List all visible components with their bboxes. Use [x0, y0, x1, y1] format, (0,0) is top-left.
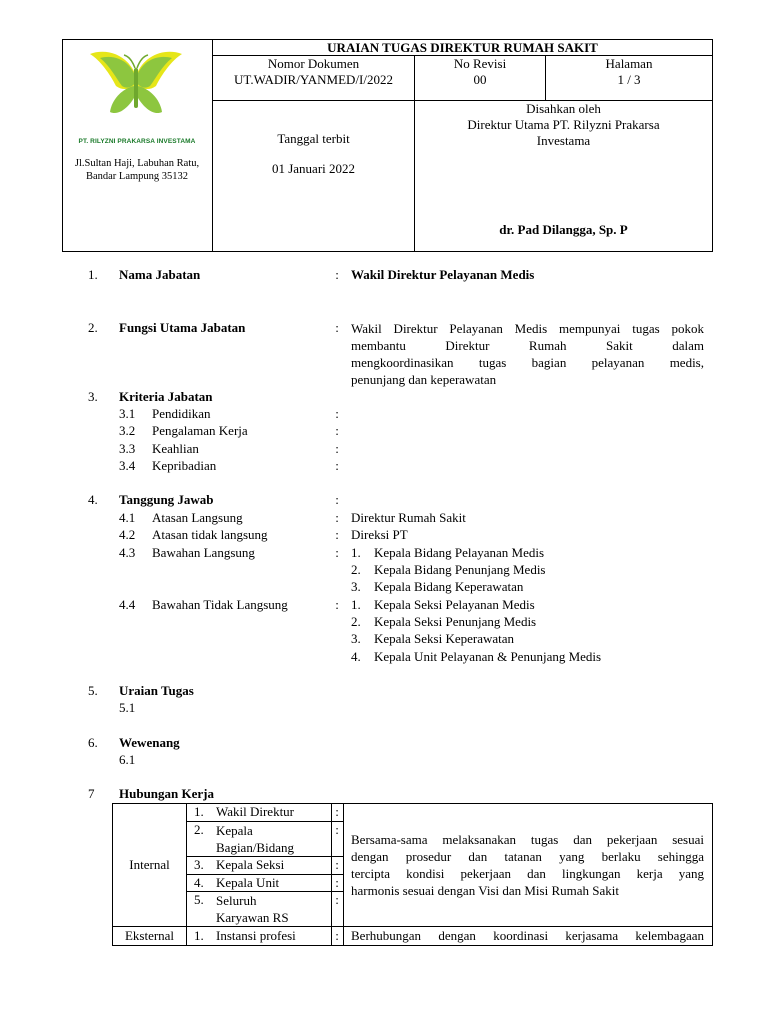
- list-item: Kepala Seksi Pelayanan Medis: [374, 597, 535, 612]
- list-item-num: 3.: [351, 631, 361, 646]
- colon: :: [335, 406, 339, 421]
- main-function-line-2: membantu Direktur Rumah Sakit dalam: [351, 338, 704, 353]
- colon: :: [335, 875, 339, 890]
- position-name: Wakil Direktur Pelayanan Medis: [351, 267, 535, 282]
- section-6-sub: 6.1: [119, 752, 136, 767]
- criteria-item-label: Kepribadian: [152, 458, 217, 473]
- section-6-num: 6.: [88, 735, 98, 750]
- company-name: PT. RILYZNI PRAKARSA INVESTAMA: [78, 138, 196, 145]
- criteria-item-num: 3.3: [119, 441, 136, 456]
- relation-row-label: [216, 822, 294, 856]
- criteria-item-num: 3.2: [119, 423, 136, 438]
- section-4-label: Tanggung Jawab: [119, 492, 214, 507]
- approved-by-line-2: Investama: [536, 133, 591, 148]
- colon: :: [335, 423, 339, 438]
- doc-number-label: Nomor Dokumen: [267, 56, 360, 71]
- colon: :: [335, 928, 339, 943]
- responsibility-item-label: Bawahan Langsung: [152, 545, 255, 560]
- approved-by-line-1: Direktur Utama PT. Rilyzni Prakarsa: [467, 117, 660, 132]
- colon: :: [335, 458, 339, 473]
- list-item-num: 2.: [351, 614, 361, 629]
- section-3-label: Kriteria Jabatan: [119, 389, 213, 404]
- relation-row-line-2: Karyawan RS: [216, 910, 289, 925]
- main-function-line-1: Wakil Direktur Pelayanan Medis mempunyai tugas pokok: [351, 321, 704, 336]
- list-item: Kepala Bidang Penunjang Medis: [374, 562, 546, 577]
- internal-desc-line-4: harmonis sesuai dengan Visi dan Misi Rumah Sakit: [351, 883, 619, 898]
- section-7-label: Hubungan Kerja: [119, 786, 214, 801]
- section-4-num: 4.: [88, 492, 98, 507]
- main-function-text: [351, 320, 704, 388]
- colon: :: [335, 545, 339, 560]
- list-item-num: 1.: [351, 545, 361, 560]
- criteria-item-label: Keahlian: [152, 441, 199, 456]
- external-label: Eksternal: [124, 928, 175, 943]
- main-function-line-3: mengkoordinasikan tugas bagian pelayanan medis,: [351, 355, 704, 370]
- doc-number-value: UT.WADIR/YANMED/I/2022: [234, 72, 393, 87]
- colon: :: [335, 267, 339, 282]
- page-value: 1 / 3: [617, 72, 641, 87]
- colon: :: [335, 492, 339, 507]
- list-item-num: 4.: [351, 649, 361, 664]
- criteria-item-num: 3.4: [119, 458, 136, 473]
- relation-row-line-1: Kepala: [216, 823, 253, 838]
- revision-label: No Revisi: [453, 56, 507, 71]
- relation-row-num: 2.: [194, 822, 204, 837]
- criteria-item-num: 3.1: [119, 406, 136, 421]
- revision-value: 00: [473, 72, 487, 87]
- colon: :: [335, 527, 339, 542]
- page-cell: [546, 56, 712, 88]
- main-function-line-4: penunjang dan keperawatan: [351, 372, 497, 387]
- relation-row-label: [216, 892, 289, 926]
- responsibility-item-num: 4.1: [119, 510, 136, 525]
- relation-row-num: 1.: [194, 804, 204, 819]
- internal-desc-line-2: dengan prosedur dan tatanan yang berlaku sehingga: [351, 849, 704, 864]
- colon: :: [335, 892, 339, 907]
- issued-label: Tanggal terbit: [277, 131, 350, 146]
- approved-label: Disahkan oleh: [526, 101, 601, 116]
- issued-date: 01 Januari 2022: [271, 161, 356, 176]
- section-2-label: Fungsi Utama Jabatan: [119, 320, 246, 335]
- page-label: Halaman: [605, 56, 653, 71]
- doc-number-cell: [213, 56, 414, 88]
- responsibility-item-label: Atasan tidak langsung: [152, 527, 268, 542]
- responsibility-item-label: Bawahan Tidak Langsung: [152, 597, 288, 612]
- section-5-sub: 5.1: [119, 700, 136, 715]
- section-1-num: 1.: [88, 267, 98, 282]
- section-7-num: 7: [88, 786, 95, 801]
- list-item-num: 1.: [351, 597, 361, 612]
- external-description: Berhubungan dengan koordinasi kerjasama kelembagaan: [351, 928, 704, 943]
- colon: :: [335, 441, 339, 456]
- section-5-label: Uraian Tugas: [119, 683, 194, 698]
- responsibility-item-num: 4.2: [119, 527, 136, 542]
- relation-row-num: 5.: [194, 892, 204, 907]
- section-5-num: 5.: [88, 683, 98, 698]
- revision-cell: [415, 56, 545, 88]
- relation-row-label: Kepala Seksi: [216, 857, 285, 872]
- list-item: Kepala Bidang Keperawatan: [374, 579, 524, 594]
- colon: :: [335, 822, 339, 837]
- section-2-num: 2.: [88, 320, 98, 335]
- section-3-num: 3.: [88, 389, 98, 404]
- approval-cell: [415, 101, 712, 149]
- internal-label: Internal: [129, 857, 170, 872]
- relation-row-line-1: Seluruh: [216, 893, 257, 908]
- internal-desc-line-1: Bersama-sama melaksanakan tugas dan pekerjaan sesuai: [351, 832, 704, 847]
- list-item: Kepala Seksi Penunjang Medis: [374, 614, 537, 629]
- responsibility-item-num: 4.4: [119, 597, 136, 612]
- butterfly-icon: [80, 46, 192, 136]
- list-item-num: 3.: [351, 579, 361, 594]
- signer-name: dr. Pad Dilangga, Sp. P: [499, 222, 628, 237]
- relation-row-label: Instansi profesi: [216, 928, 296, 943]
- list-item: Kepala Unit Pelayanan & Penunjang Medis: [374, 649, 602, 664]
- list-item: Kepala Bidang Pelayanan Medis: [374, 545, 545, 560]
- colon: :: [335, 857, 339, 872]
- section-1-label: Nama Jabatan: [119, 267, 201, 282]
- responsibility-item-num: 4.3: [119, 545, 136, 560]
- criteria-item-label: Pendidikan: [152, 406, 211, 421]
- relation-row-label: Kepala Unit: [216, 875, 280, 890]
- colon: :: [335, 320, 339, 335]
- relation-row-line-2: Bagian/Bidang: [216, 840, 294, 855]
- relation-row-label: Wakil Direktur: [216, 804, 295, 819]
- address-line-1: Jl.Sultan Haji, Labuhan Ratu,: [74, 158, 200, 169]
- colon: :: [335, 510, 339, 525]
- section-6-label: Wewenang: [119, 735, 180, 750]
- document-title: URAIAN TUGAS DIREKTUR RUMAH SAKIT: [327, 40, 598, 55]
- colon: :: [335, 597, 339, 612]
- relation-row-num: 1.: [194, 928, 204, 943]
- company-logo: [80, 46, 192, 136]
- indirect-superior: Direksi PT: [351, 527, 408, 542]
- internal-description: [351, 831, 704, 899]
- relation-row-num: 3.: [194, 857, 204, 872]
- company-address: [64, 157, 210, 183]
- internal-desc-line-3: tercipta kondisi pekerjaan dan lingkungan kerja yang: [351, 866, 704, 881]
- relation-row-num: 4.: [194, 875, 204, 890]
- criteria-item-label: Pengalaman Kerja: [152, 423, 248, 438]
- responsibility-item-label: Atasan Langsung: [152, 510, 243, 525]
- address-line-2: Bandar Lampung 35132: [85, 171, 189, 182]
- direct-superior: Direktur Rumah Sakit: [351, 510, 466, 525]
- list-item-num: 2.: [351, 562, 361, 577]
- colon: :: [335, 804, 339, 819]
- list-item: Kepala Seksi Keperawatan: [374, 631, 515, 646]
